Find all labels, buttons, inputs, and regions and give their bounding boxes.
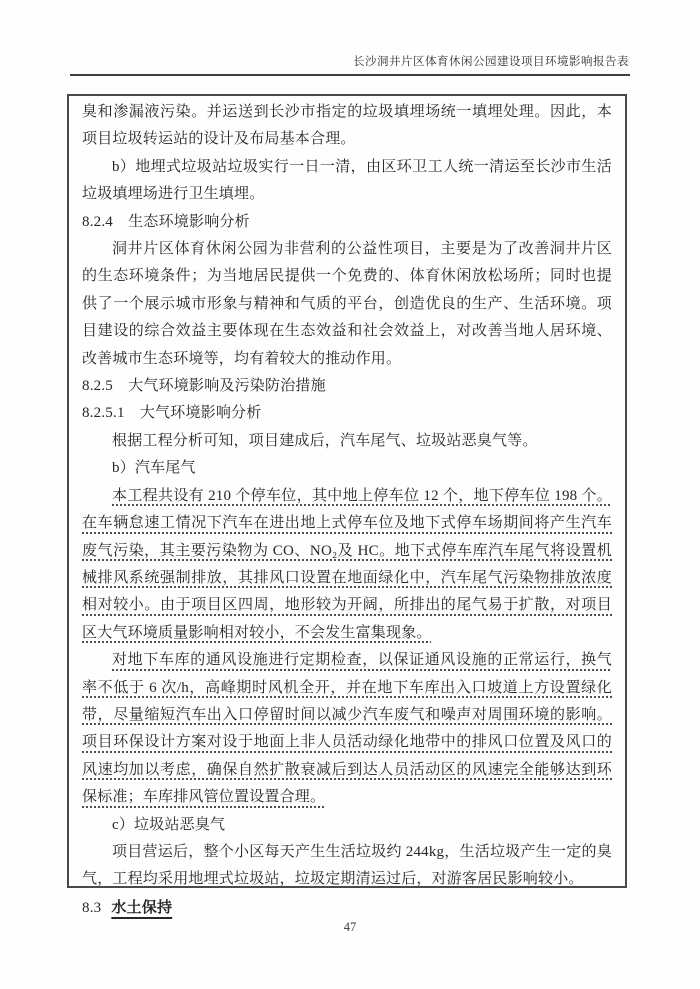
paragraph-garbage-odor: 项目营运后，整个小区每天产生生活垃圾约 244kg，生活垃圾产生一定的臭气，工程均采用地埋式垃圾站，垃圾定期清运过后，对游客居民影响较小。: [82, 843, 612, 888]
paragraph-engineering-analysis: 根据工程分析可知，项目建成后，汽车尾气、垃圾站恶臭气等。: [112, 432, 538, 449]
paragraph-garage-ventilation: 对地下车库的通风设施进行定期检查，以保证通风设施的正常运行，换气率不低于 6 次/h，高峰期时风机全开，并在地下车库出入口坡道上方设置绿化带，尽量缩短汽车出入口停留时间以减少汽车废气和噪声对周围环境的影响。项目环保设计方案对设于地面上非人员活动绿化地带中的排风口位置及风口的风速均加以考虑，确保自然扩散衰减后到达人员活动区的风速完全能够达到环保标准；车库排风管位置设置合理。: [82, 652, 612, 806]
paragraph-buried-station: b）地埋式垃圾站垃圾实行一日一清，由区环卫工人统一清运至长沙市生活垃圾填埋场进行卫生填埋。: [82, 158, 612, 203]
paragraph-ecological-impact: 洞井片区体育休闲公园为非营利的公益性项目，主要是为了改善洞井片区的生态环境条件；为当地居民提供一个免费的、体育休闲放松场所；同时也提供了一个展示城市形象与精神和气质的平台，创造优良的生产、生活环境。项目建设的综合效益主要体现在生态效益和社会效益上，对改善当地人居环境、改善城市生态环境等，均有着较大的推动作用。: [82, 241, 612, 367]
header-divider: [70, 74, 630, 76]
content-border-box: [67, 94, 627, 916]
heading-8-2-5: 8.2.5 大气环境影响及污染防治措施: [82, 378, 326, 395]
running-header-title: 长沙洞井片区体育休闲公园建设项目环境影响报告表: [353, 56, 629, 68]
heading-8-2-5-1: 8.2.5.1 大气环境影响分析: [82, 405, 262, 422]
heading-8-3: [82, 894, 612, 922]
paragraph-item-b-title: b）汽车尾气: [112, 460, 196, 477]
heading-8-3-number: 8.3: [82, 899, 102, 916]
paragraph-vehicle-exhaust: 本工程共设有 210 个停车位，其中地上停车位 12 个，地下停车位 198 个。在车辆怠速工情况下汽车在进出地上式停车位及地下式停车场期间将产生汽车废气污染，其主要污染物为 CO、NO₂及 HC。地下式停车库汽车尾气将设置机械排风系统强制排放，其排风口设置在地面绿化中，汽车尾气污染物排放浓度相对较小。由于项目区四周，地形较为开阔，所排出的尾气易于扩散，对项目区大气环境质量影响相对较小，不会发生富集现象。: [82, 487, 612, 641]
heading-8-3-title: 水土保持: [111, 898, 173, 916]
heading-8-2-4: 8.2.4 生态环境影响分析: [82, 213, 250, 230]
paragraph-waste-continuation: 臭和渗漏液污染。并运送到长沙市指定的垃圾填埋场统一填埋处理。因此，本项目垃圾转运站的设计及布局基本合理。: [82, 104, 612, 148]
page-number: 47: [343, 920, 357, 934]
paragraph-item-c-title: c）垃圾站恶臭气: [112, 816, 226, 833]
